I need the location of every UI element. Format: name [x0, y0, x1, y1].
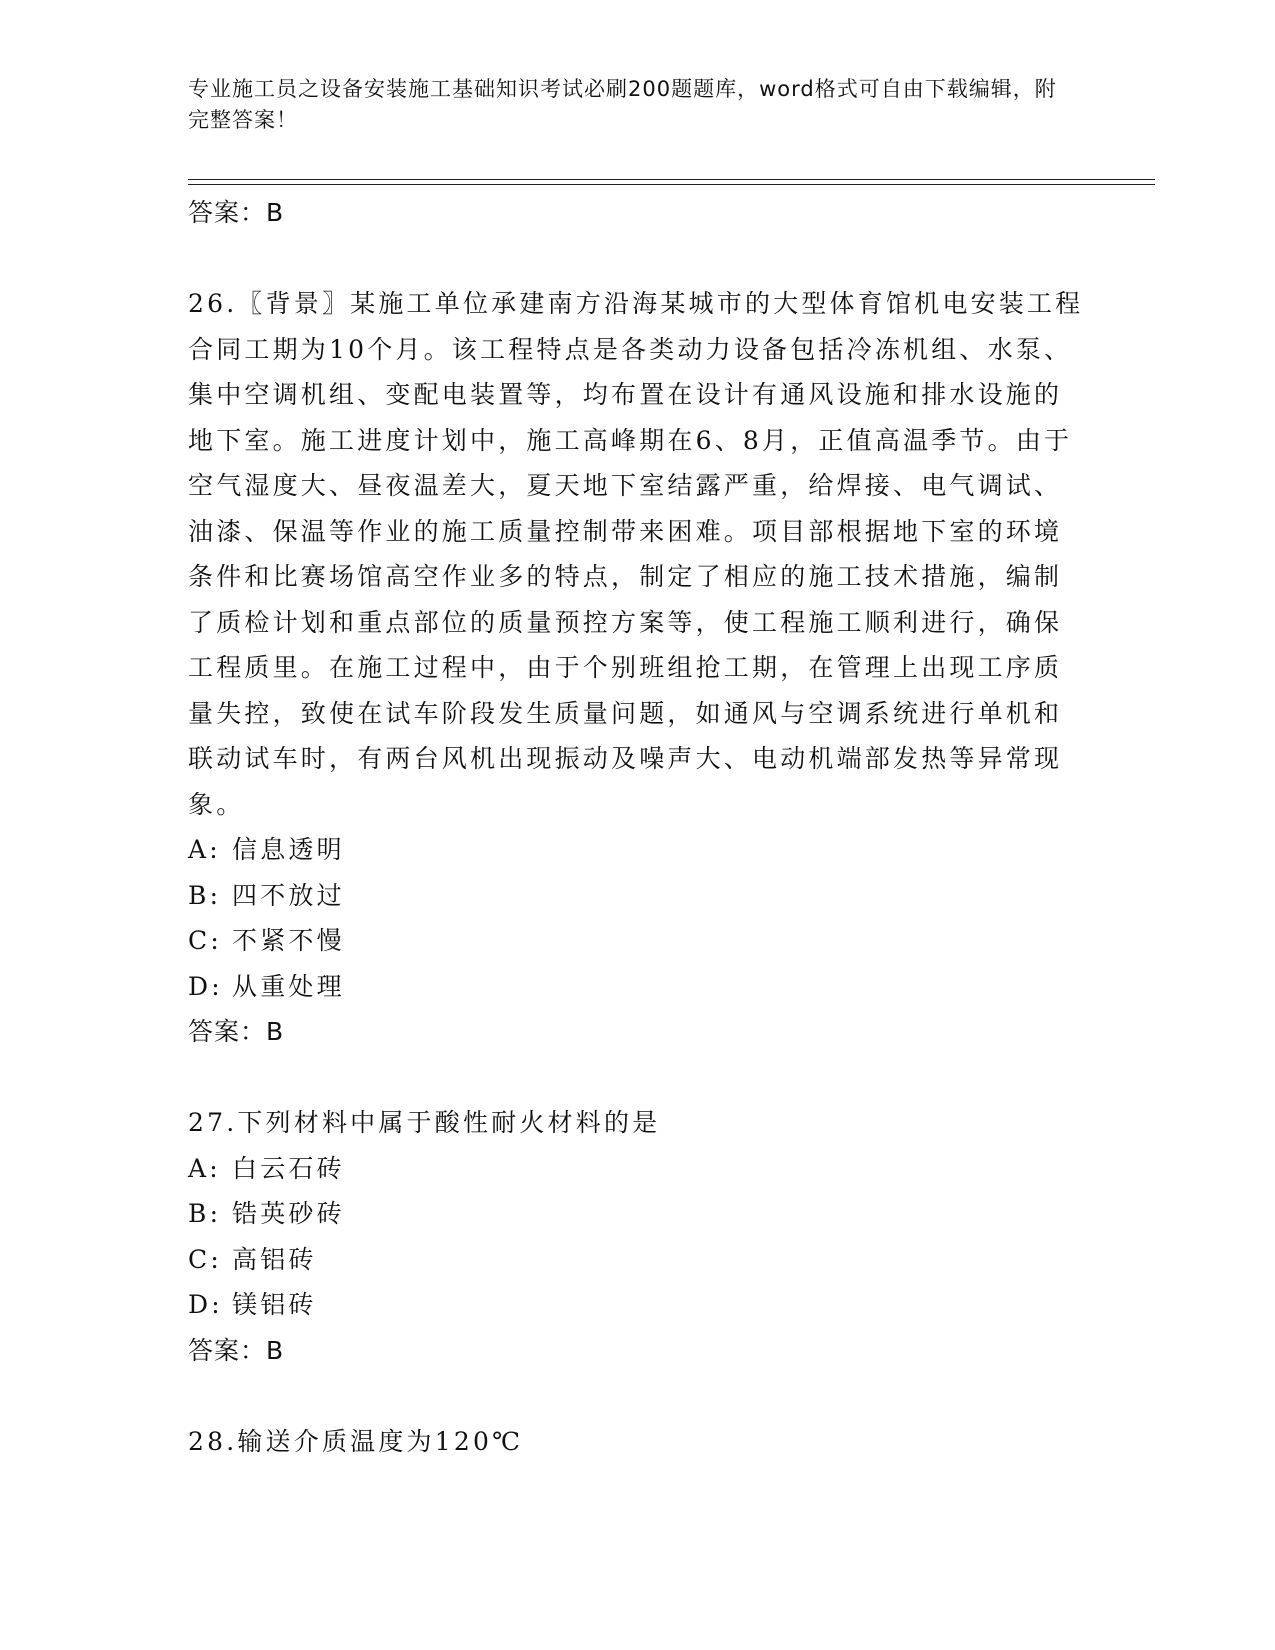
answer-q27: 答案：B: [188, 1335, 285, 1365]
header-rule-bottom: [188, 184, 1155, 185]
option-letter: C:: [188, 926, 222, 955]
option-text: 四不放过: [232, 880, 345, 910]
question-26-option-c: [188, 918, 1088, 964]
question-26-stem: 26.〖背景〗某施工单位承建南方沿海某城市的大型体育馆机电安装工程合同工期为10个月。该工程特点是各类动力设备包括冷冻机组、水泵、集中空调机组、变配电装置等，均布置在设计有通风设施和排水设施的地下室。施工进度计划中，施工高峰期在6、8月，正值高温季节。由于空气湿度大、昼夜温差大，夏天地下室结露严重，给焊接、电气调试、油漆、保温等作业的施工质量控制带来困难。项目部根据地下室的环境条件和比赛场馆高空作业多的特点，制定了相应的施工技术措施，编制了质检计划和重点部位的质量预控方案等，使工程施工顺利进行，确保工程质里。在施工过程中，由于个别班组抢工期，在管理上出现工序质量失控，致使在试车阶段发生质量问题，如通风与空调系统进行单机和联动试车时，有两台风机出现振动及噪声大、电动机端部发热等异常现象。: [188, 289, 1084, 819]
option-text: 高铝砖: [232, 1244, 317, 1274]
header-rule-top: [188, 179, 1155, 180]
option-text: 镁铝砖: [232, 1290, 317, 1319]
option-letter: C:: [188, 1244, 222, 1274]
option-text: 锆英砂砖: [232, 1199, 345, 1228]
option-letter: D:: [188, 1290, 223, 1319]
option-text: 不紧不慢: [232, 926, 345, 955]
question-26-option-a: [188, 827, 1088, 873]
spacer: [188, 1055, 1088, 1100]
spacer: [188, 236, 1088, 281]
option-letter: B:: [188, 880, 222, 910]
option-letter: A:: [188, 1153, 221, 1183]
answer-q25: 答案：B: [188, 198, 285, 227]
option-text: 白云石砖: [232, 1153, 345, 1183]
question-27: [188, 1100, 1088, 1374]
question-27-option-c: [188, 1237, 1088, 1283]
option-letter: A:: [188, 835, 221, 864]
option-text: 从重处理: [232, 971, 345, 1001]
spacer: [188, 1374, 1088, 1419]
answer-q26: 答案：B: [188, 1017, 285, 1046]
question-26: [188, 281, 1088, 1055]
question-28: [188, 1419, 1088, 1465]
question-27-stem: 27.下列材料中属于酸性耐火材料的是: [188, 1108, 661, 1137]
option-letter: B:: [188, 1199, 222, 1228]
document-body: [188, 190, 1088, 1464]
question-27-option-b: [188, 1191, 1088, 1237]
question-28-stem: 28.输送介质温度为120℃: [188, 1426, 524, 1456]
option-text: 信息透明: [232, 835, 345, 864]
question-26-option-d: [188, 964, 1088, 1010]
question-26-option-b: [188, 873, 1088, 919]
page-header-title: 专业施工员之设备安装施工基础知识考试必刷200题题库，word格式可自由下载编辑，附完整答案！: [188, 77, 1057, 132]
question-27-option-d: [188, 1282, 1088, 1328]
question-27-option-a: [188, 1146, 1088, 1192]
option-letter: D:: [188, 971, 223, 1001]
